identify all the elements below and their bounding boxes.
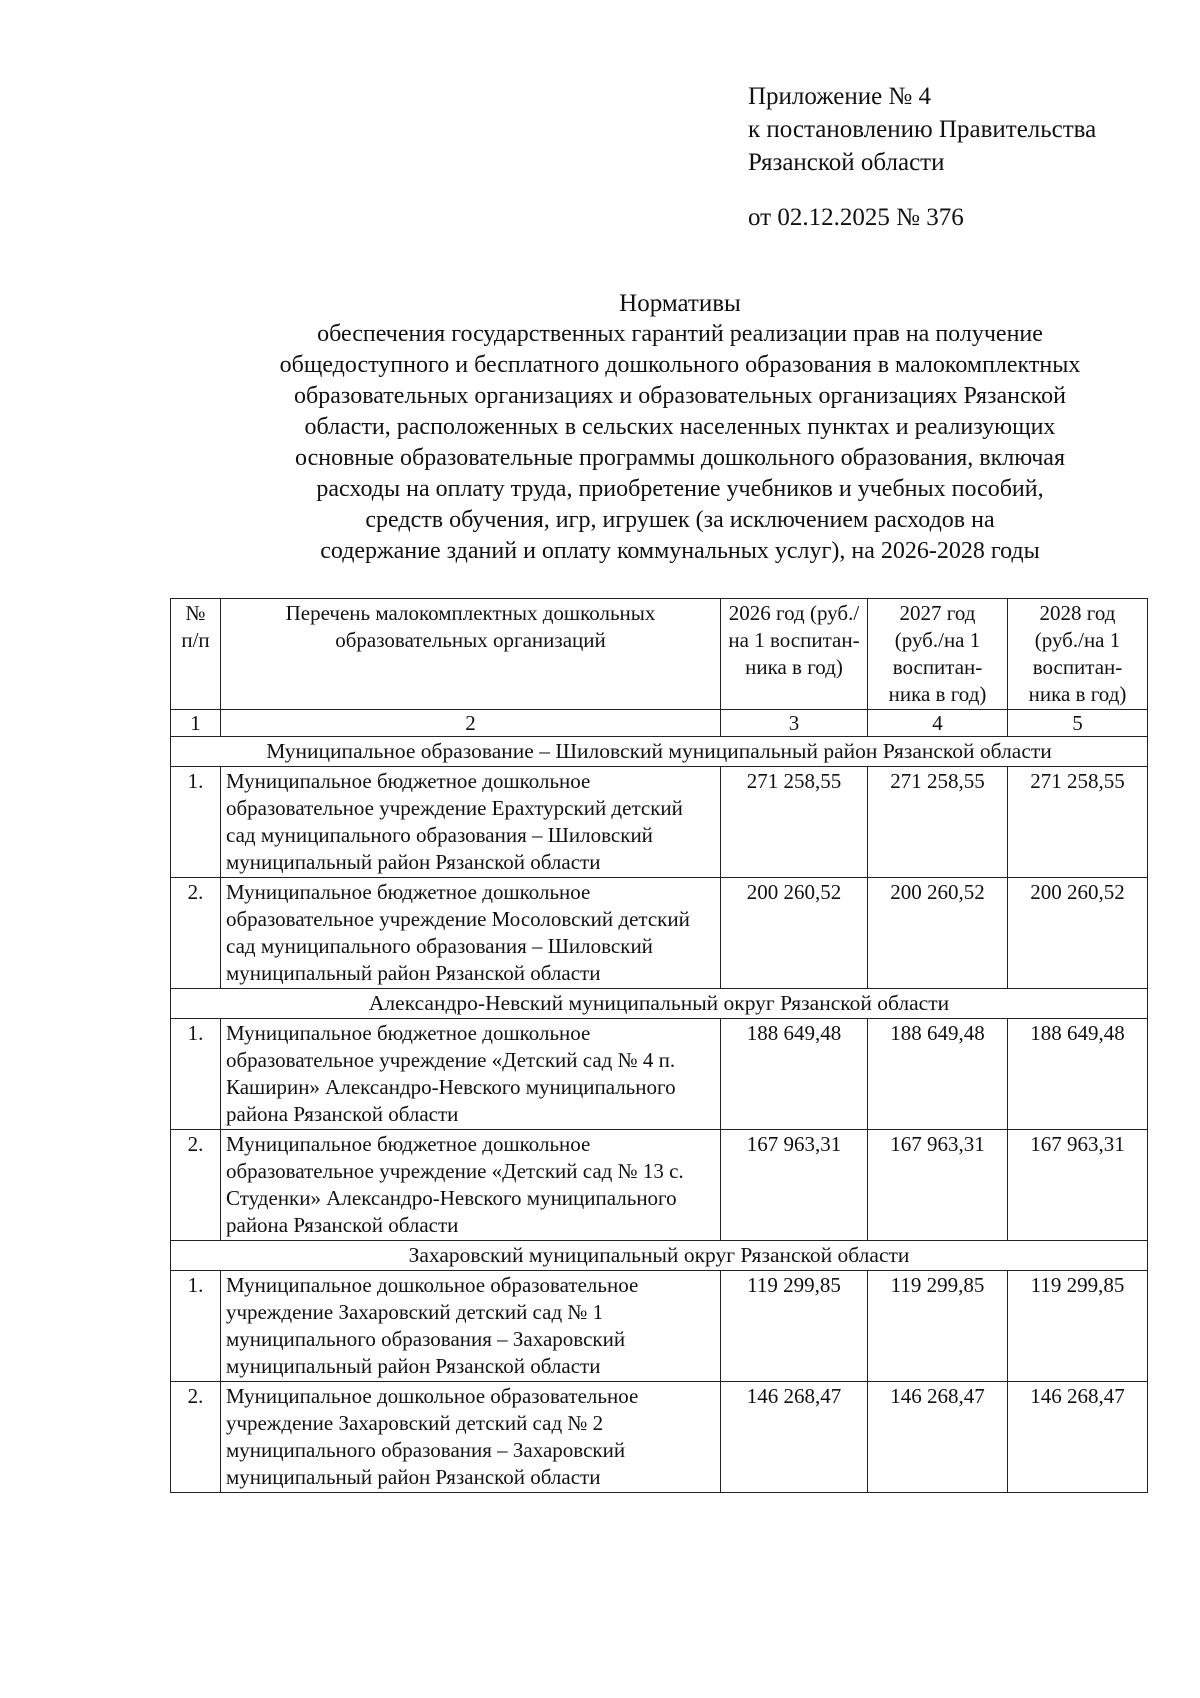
row-number: 1. — [171, 767, 221, 878]
organization-name: Муниципальное бюджетное дошкольное образовательное учреждение Мосоловский детский сад муниципального образования – Шиловский муниципальный район Рязанской области — [221, 878, 721, 989]
value-2026: 271 258,55 — [721, 767, 868, 878]
column-number: 1 — [171, 710, 221, 737]
norms-table — [170, 598, 1148, 1493]
section-title: Александро-Невский муниципальный округ Рязанской области — [171, 989, 1148, 1019]
row-number: 1. — [171, 1271, 221, 1382]
value-2028: 119 299,85 — [1008, 1271, 1148, 1382]
heading-line: основные образовательные программы дошкольного образования, включая — [295, 445, 1065, 471]
appendix-region: Рязанской области — [748, 149, 945, 176]
heading-line: обеспечения государственных гарантий реализации прав на получение — [317, 321, 1043, 347]
appendix-number: Приложение № 4 — [748, 83, 932, 110]
value-2028: 200 260,52 — [1008, 878, 1148, 989]
heading-line: общедоступного и бесплатного дошкольного образования в малокомплектных — [279, 352, 1081, 378]
value-2026: 188 649,48 — [721, 1019, 868, 1130]
table-row — [171, 1019, 1148, 1130]
header-name: Перечень малокомплектных дошкольных образовательных организаций — [221, 599, 721, 710]
organization-name: Муниципальное бюджетное дошкольное образовательное учреждение Ерахтурский детский сад муниципального образования – Шиловский муниципальный район Рязанской области — [221, 767, 721, 878]
row-number: 2. — [171, 878, 221, 989]
value-2028: 146 268,47 — [1008, 1382, 1148, 1493]
column-number: 2 — [221, 710, 721, 737]
row-number: 2. — [171, 1382, 221, 1493]
row-number: 1. — [171, 1019, 221, 1130]
value-2026: 119 299,85 — [721, 1271, 868, 1382]
document-heading — [180, 288, 1180, 567]
value-2026: 146 268,47 — [721, 1382, 868, 1493]
column-number: 5 — [1008, 710, 1148, 737]
organization-name: Муниципальное дошкольное образовательное учреждение Захаровский детский сад № 2 муниципального образования – Захаровский муниципальный район Рязанской области — [221, 1382, 721, 1493]
column-number: 3 — [721, 710, 868, 737]
heading-line: области, расположенных в сельских населенных пунктах и реализующих — [304, 414, 1056, 440]
heading-line: расходы на оплату труда, приобретение учебников и учебных пособий, — [316, 476, 1044, 502]
section-title: Захаровский муниципальный округ Рязанской области — [171, 1241, 1148, 1271]
value-2026: 200 260,52 — [721, 878, 868, 989]
row-number: 2. — [171, 1130, 221, 1241]
column-number-row — [171, 710, 1148, 737]
appendix-block — [748, 80, 1096, 234]
appendix-reference: к постановлению Правительства — [748, 116, 1097, 143]
value-2027: 167 963,31 — [868, 1130, 1008, 1241]
appendix-date: от 02.12.2025 № 376 — [748, 204, 964, 231]
organization-name: Муниципальное бюджетное дошкольное образовательное учреждение «Детский сад № 13 с. Студенки» Александро-Невского муниципального района Рязанской области — [221, 1130, 721, 1241]
table-row — [171, 1130, 1148, 1241]
value-2027: 119 299,85 — [868, 1271, 1008, 1382]
heading-line: образовательных организациях и образовательных организациях Рязанской — [294, 383, 1066, 409]
section-row — [171, 1241, 1148, 1271]
heading-line: содержание зданий и оплату коммунальных услуг), на 2026-2028 годы — [320, 538, 1040, 564]
section-row — [171, 737, 1148, 767]
table-row — [171, 1271, 1148, 1382]
header-num: № п/п — [171, 599, 221, 710]
value-2027: 271 258,55 — [868, 767, 1008, 878]
value-2027: 200 260,52 — [868, 878, 1008, 989]
organization-name: Муниципальное бюджетное дошкольное образовательное учреждение «Детский сад № 4 п. Каширин» Александро-Невского муниципального района Рязанской области — [221, 1019, 721, 1130]
section-title: Муниципальное образование – Шиловский муниципальный район Рязанской области — [171, 737, 1148, 767]
header-2028: 2028 год (руб./на 1 воспитан-ника в год) — [1008, 599, 1148, 710]
value-2028: 167 963,31 — [1008, 1130, 1148, 1241]
column-number: 4 — [868, 710, 1008, 737]
header-2027: 2027 год (руб./на 1 воспитан-ника в год) — [868, 599, 1008, 710]
value-2026: 167 963,31 — [721, 1130, 868, 1241]
heading-line: средств обучения, игр, игрушек (за исключением расходов на — [365, 507, 995, 533]
value-2028: 188 649,48 — [1008, 1019, 1148, 1130]
value-2027: 146 268,47 — [868, 1382, 1008, 1493]
table-row — [171, 767, 1148, 878]
table-row — [171, 878, 1148, 989]
table-header-row — [171, 599, 1148, 710]
document-title: Нормативы — [619, 290, 741, 317]
value-2028: 271 258,55 — [1008, 767, 1148, 878]
value-2027: 188 649,48 — [868, 1019, 1008, 1130]
header-2026: 2026 год (руб./на 1 воспитан-ника в год) — [721, 599, 868, 710]
table-row — [171, 1382, 1148, 1493]
organization-name: Муниципальное дошкольное образовательное учреждение Захаровский детский сад № 1 муниципального образования – Захаровский муниципальный район Рязанской области — [221, 1271, 721, 1382]
section-row — [171, 989, 1148, 1019]
